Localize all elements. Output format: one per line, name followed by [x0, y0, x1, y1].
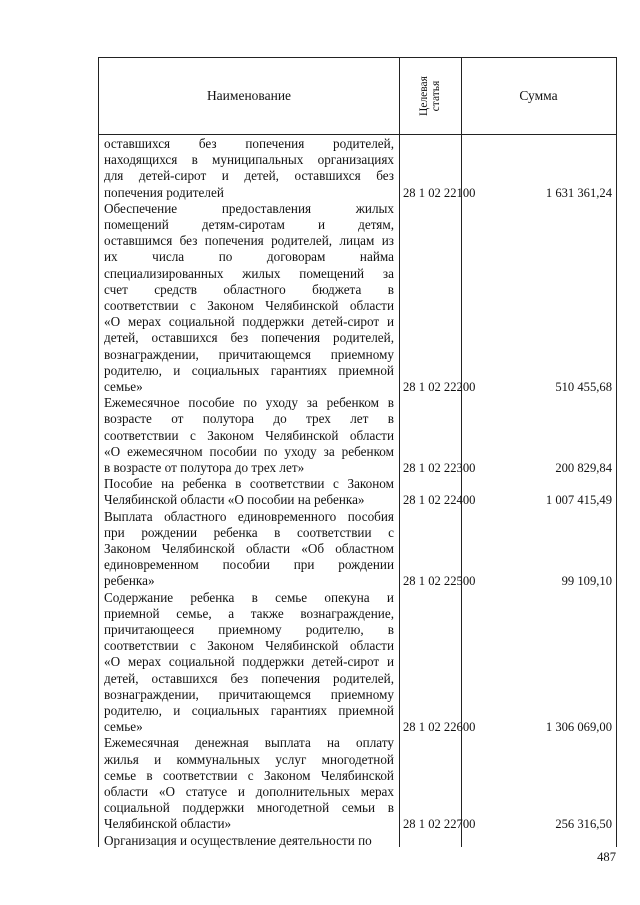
row-description	[104, 833, 394, 849]
description-line: вознаграждении, причитающемся приемному	[104, 346, 394, 362]
description-line: Ежемесячное пособие по уходу за ребенком в	[104, 395, 394, 411]
row-target-article: 28 1 02 22500	[403, 574, 476, 589]
description-line: ребенка»	[104, 573, 155, 589]
row-target-article: 28 1 02 22100	[403, 185, 476, 200]
description-line: при рождении ребенка в соответствии с	[104, 524, 394, 540]
header-target-article	[399, 58, 461, 134]
row-sum: 1 631 361,24	[545, 185, 612, 200]
description-line: семье»	[104, 719, 143, 735]
description-line: детей, оставшихся без попечения родителей,	[104, 330, 394, 346]
header-divider	[99, 134, 616, 135]
row-target-article: 28 1 02 22300	[403, 460, 476, 475]
description-line: семье»	[104, 379, 143, 395]
description-line: Пособие на ребенка в соответствии с Законом	[104, 476, 394, 492]
description-line: причитающееся приемному родителю, в	[104, 622, 394, 637]
row-sum: 510 455,68	[555, 379, 612, 394]
header-name: Наименование	[206, 88, 292, 103]
row-description	[104, 476, 394, 508]
description-line: «О мерах социальной поддержки детей-сирот и	[104, 654, 394, 670]
row-sum: 200 829,84	[555, 460, 612, 475]
description-line: возрасте от полутора до трех лет в	[104, 411, 394, 427]
description-line: их числа по договорам найма	[104, 249, 394, 265]
row-description	[104, 735, 394, 832]
table-row	[99, 509, 616, 590]
description-line: родителю, и социальных гарантиях приемной	[104, 362, 394, 378]
header-code-line1: Целевая	[418, 76, 430, 116]
row-description	[104, 509, 394, 590]
row-target-article: 28 1 02 22600	[403, 720, 476, 735]
row-description	[104, 590, 394, 736]
description-line: помещений детям-сиротам и детям,	[104, 217, 394, 232]
row-target-article: 28 1 02 22400	[403, 493, 476, 508]
description-line: детей, оставшихся без попечения родителей,	[104, 670, 394, 686]
table-row	[99, 201, 616, 395]
row-description	[104, 395, 394, 476]
description-line: «О мерах социальной поддержки детей-сирот и	[104, 314, 394, 330]
header-sum: Сумма	[519, 88, 558, 103]
description-line: Законом Челябинской области «Об областном	[104, 541, 394, 556]
description-line: оставшихся без попечения родителей,	[104, 136, 394, 151]
description-line: Челябинской области «О пособии на ребенка»	[104, 492, 365, 508]
row-sum: 256 316,50	[555, 817, 612, 832]
table-row	[99, 735, 616, 832]
description-line: семье в соответствии с Законом Челябинской	[104, 767, 394, 783]
description-line: приемной семье, а также вознаграждение,	[104, 605, 394, 621]
description-line: специализированных жилых помещений за	[104, 265, 394, 281]
description-line: социальной поддержки многодетной семьи в	[104, 800, 394, 816]
description-line: в возрасте от полутора до трех лет»	[104, 460, 305, 475]
row-target-article: 28 1 02 22200	[403, 379, 476, 394]
description-line: Обеспечение предоставления жилых	[104, 200, 394, 216]
description-line: счет средств областного бюджета в	[104, 281, 394, 297]
table-row	[99, 395, 616, 476]
header-code-line2: статья	[430, 80, 442, 112]
page-number: 487	[597, 850, 616, 864]
description-line: Содержание ребенка в семье опекуна и	[104, 589, 394, 605]
budget-table	[98, 57, 617, 847]
table-row	[99, 136, 616, 201]
description-line: Ежемесячная денежная выплата на оплату	[104, 735, 394, 751]
row-description	[104, 201, 394, 395]
description-line: Выплата областного единовременного пособия	[104, 508, 394, 524]
description-line: соответствии с Законом Челябинской области	[104, 638, 394, 654]
table-row	[99, 590, 616, 736]
description-line: Организация и осуществление деятельности по	[104, 832, 372, 848]
description-line: Челябинской области»	[104, 816, 232, 832]
description-line: попечения родителей	[104, 184, 224, 200]
description-line: единовременном пособии при рождении	[104, 557, 394, 573]
description-line: «О ежемесячном пособии по уходу за ребенком	[104, 443, 394, 459]
table-row	[99, 833, 616, 849]
row-description	[104, 136, 394, 201]
description-line: находящихся в муниципальных организациях	[104, 152, 394, 168]
description-line: оставшимся без попечения родителей, лицам из	[104, 233, 394, 249]
description-line: области «О статусе и дополнительных мерах	[104, 784, 394, 799]
description-line: соответствии с Законом Челябинской области	[104, 298, 394, 314]
row-target-article: 28 1 02 22700	[403, 817, 476, 832]
description-line: соответствии с Законом Челябинской области	[104, 427, 394, 443]
row-sum: 1 306 069,00	[545, 720, 612, 735]
description-line: родителю, и социальных гарантиях приемной	[104, 703, 394, 719]
description-line: вознаграждении, причитающемся приемному	[104, 686, 394, 702]
row-sum: 99 109,10	[561, 574, 612, 589]
description-line: для детей-сирот и детей, оставшихся без	[104, 168, 394, 184]
row-sum: 1 007 415,49	[545, 493, 612, 508]
table-row	[99, 476, 616, 508]
description-line: жилья и коммунальных услуг многодетной	[104, 751, 394, 767]
